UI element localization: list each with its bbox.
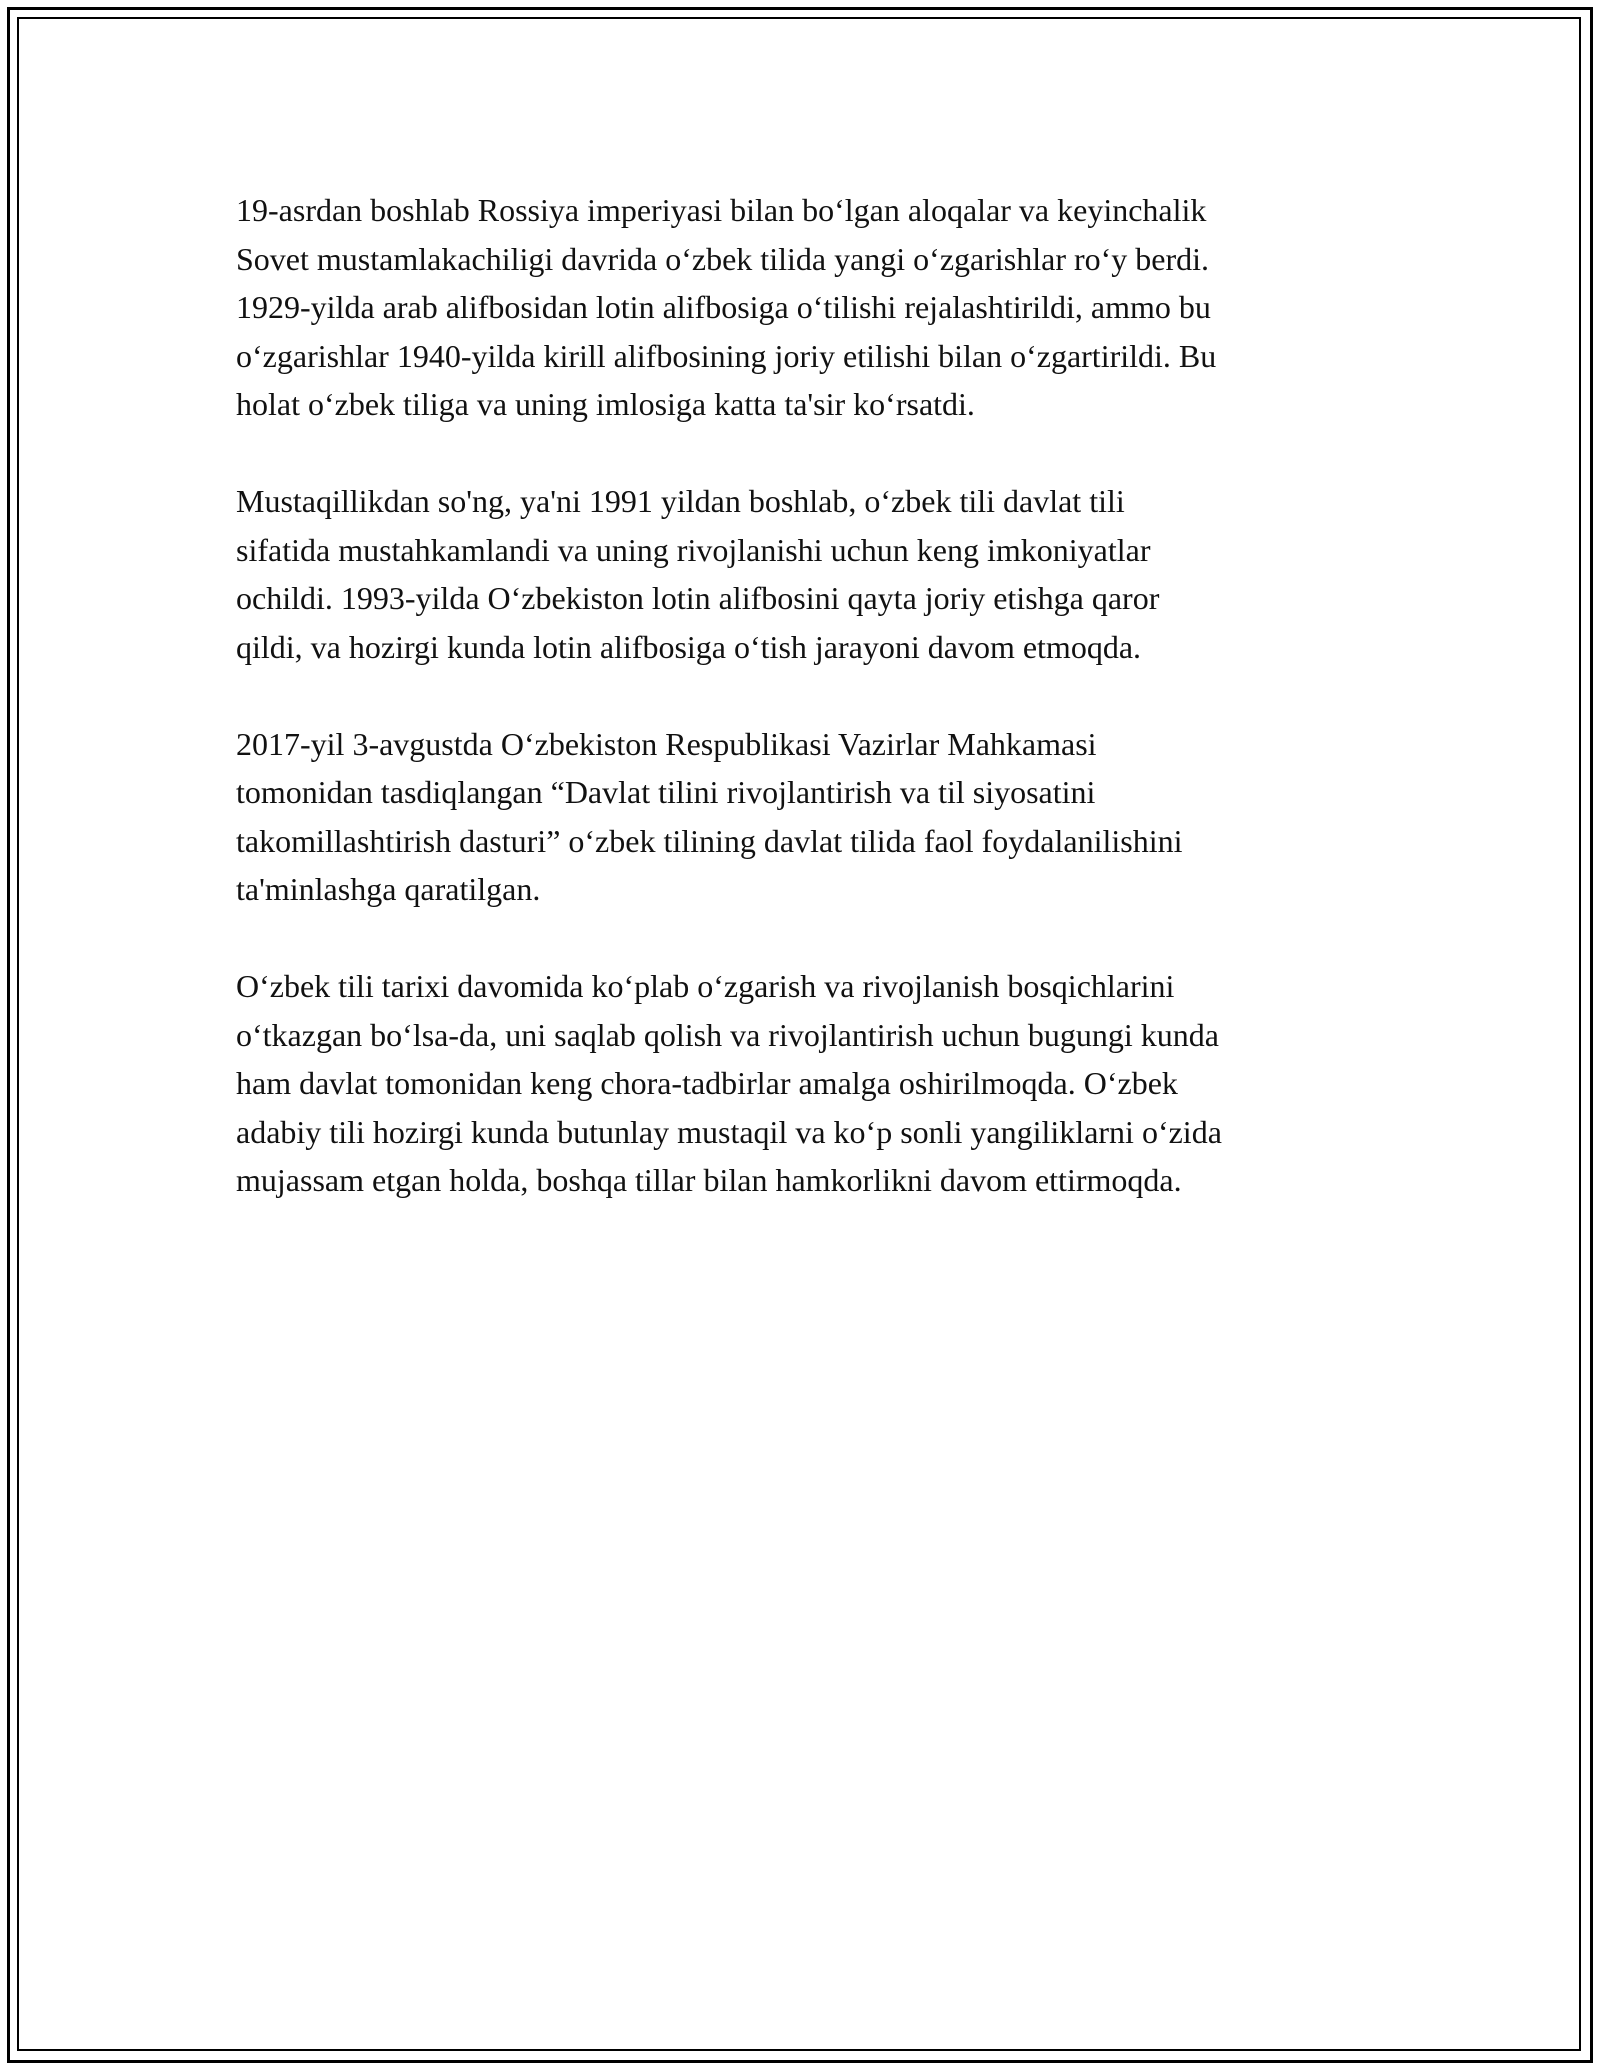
paragraph-1 (236, 186, 1376, 429)
paragraph-4 (236, 962, 1376, 1205)
text-line: O‘zbek tili tarixi davomida ko‘plab o‘zgarish va rivojlanish bosqichlarini (236, 968, 1175, 1004)
paragraph-2 (236, 477, 1376, 671)
text-line: o‘tkazgan bo‘lsa-da, uni saqlab qolish va rivojlantirish uchun bugungi kunda (236, 1016, 1219, 1053)
text-line: ochildi. 1993-yilda O‘zbekiston lotin alifbosini qayta joriy etishga qaror (236, 580, 1160, 616)
text-line: 1929-yilda arab alifbosidan lotin alifbosiga o‘tilishi rejalashtirildi, ammo bu (236, 289, 1211, 325)
text-line: 19-asrdan boshlab Rossiya imperiyasi bilan bo‘lgan aloqalar va keyinchalik (236, 192, 1207, 228)
document-body (236, 186, 1376, 1253)
text-line: qildi, va hozirgi kunda lotin alifbosiga o‘tish jarayoni davom etmoqda. (236, 628, 1142, 665)
text-line: Mustaqillikdan so'ng, ya'ni 1991 yildan boshlab, o‘zbek tili davlat tili (236, 483, 1125, 519)
text-line: sifatida mustahkamlandi va uning rivojlanishi uchun keng imkoniyatlar (236, 531, 1151, 568)
text-line: ham davlat tomonidan keng chora-tadbirlar amalga oshirilmoqda. O‘zbek (236, 1065, 1178, 1101)
text-line: adabiy tili hozirgi kunda butunlay mustaqil va ko‘p sonli yangiliklarni o‘zida (236, 1113, 1222, 1150)
text-line: tomonidan tasdiqlangan “Davlat tilini rivojlantirish va til siyosatini (236, 774, 1096, 810)
text-line: mujassam etgan holda, boshqa tillar bilan hamkorlikni davom ettirmoqda. (236, 1162, 1182, 1198)
paragraph-3 (236, 720, 1376, 914)
text-line: takomillashtirish dasturi” o‘zbek tilining davlat tilida faol foydalanilishini (236, 822, 1183, 859)
text-line: ta'minlashga qaratilgan. (236, 871, 541, 907)
text-line: Sovet mustamlakachiligi davrida o‘zbek tilida yangi o‘zgarishlar ro‘y berdi. (236, 240, 1210, 277)
text-line: 2017-yil 3-avgustda O‘zbekiston Respublikasi Vazirlar Mahkamasi (236, 725, 1097, 762)
text-line: o‘zgarishlar 1940-yilda kirill alifbosining joriy etilishi bilan o‘zgartirildi. Bu (236, 337, 1217, 374)
text-line: holat o‘zbek tiliga va uning imlosiga katta ta'sir ko‘rsatdi. (236, 386, 975, 422)
